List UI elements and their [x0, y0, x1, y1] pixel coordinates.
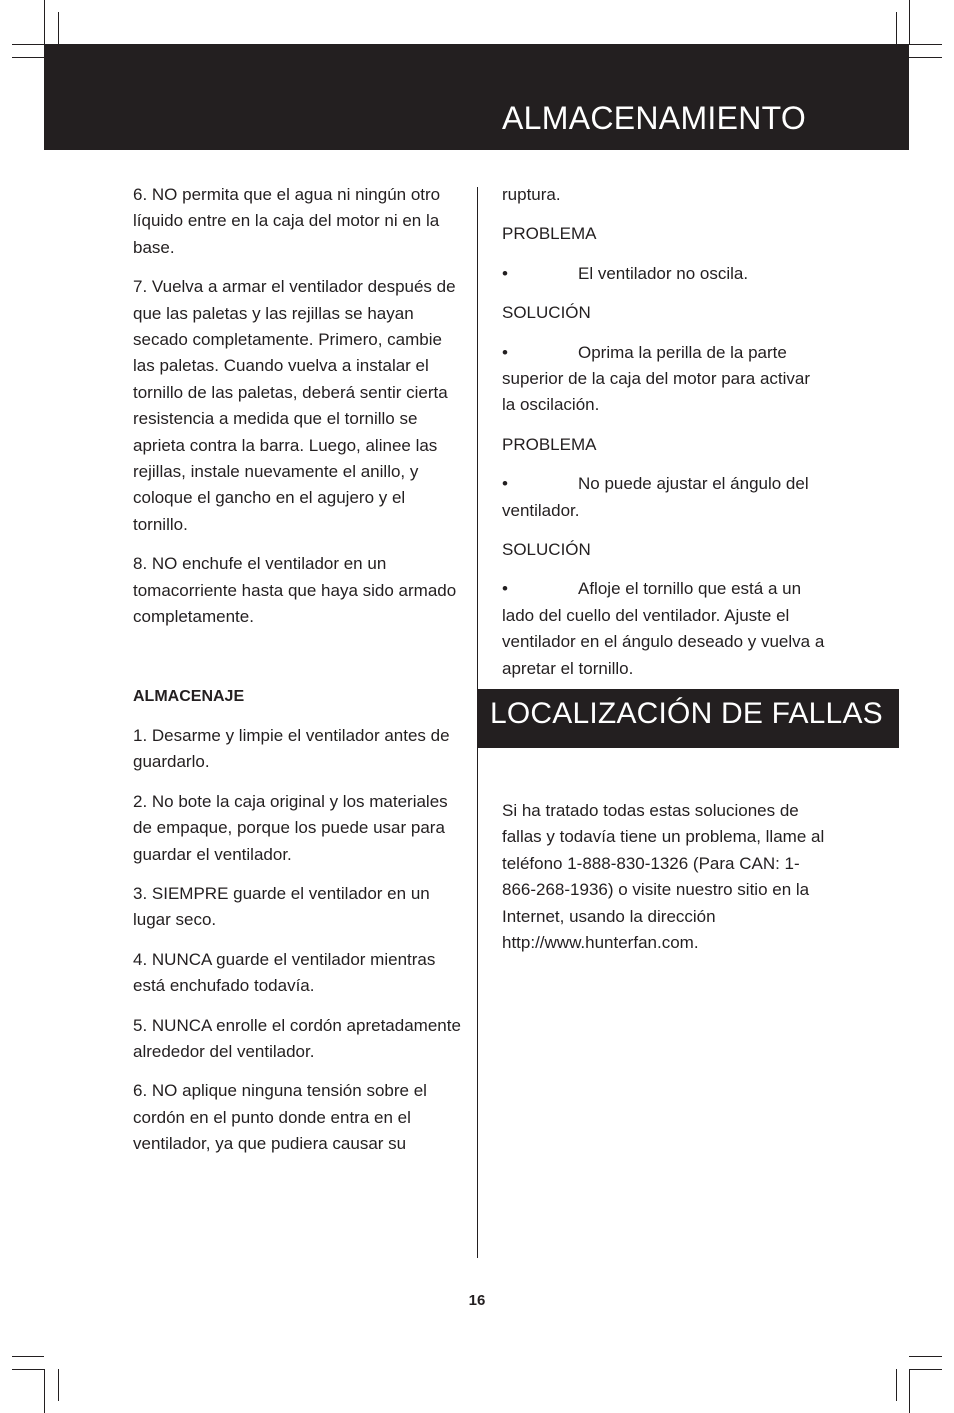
bullet: •: [502, 263, 508, 283]
crop-mark: [909, 44, 942, 45]
crop-mark: [12, 44, 44, 45]
crop-mark: [44, 1369, 45, 1413]
section-title: ALMACENAMIENTO: [502, 100, 807, 136]
crop-mark: [44, 0, 45, 44]
crop-mark: [896, 12, 897, 44]
spacer: [133, 644, 463, 684]
solution-text: Oprima la perilla de la parte superior de la caja del motor para activar la oscilación.: [502, 342, 811, 415]
instruction-paragraph: 7. Vuelva a armar el ventilador después de que las paletas y las rejillas se hayan secado completamente. Primero, cambie las paletas. Cuando vuelva a instalar el tornillo de las paletas, deberá sentir cierta resistencia a medida que el tornillo se aprieta contra la barra. Luego, alinee las rejillas, instale nuevamente el anillo, y coloque el gancho en el agujero y el tornillo.: [133, 277, 456, 534]
crop-mark: [58, 1369, 59, 1401]
contact-paragraph: Si ha tratado todas estas soluciones de fallas y todavía tiene un problema, llame al teléfono 1-888-830-1326 (Para CAN: 1-866-268-1936) o visite nuestro sitio en la Internet, usando la dirección http://www.hunterfan.com.: [502, 801, 825, 953]
storage-item: 1. Desarme y limpie el ventilador antes de guardarlo.: [133, 725, 450, 772]
right-column: [502, 182, 827, 695]
crop-mark: [58, 12, 59, 44]
problem-label: PROBLEMA: [502, 434, 597, 454]
storage-item: 3. SIEMPRE guarde el ventilador en un lugar seco.: [133, 883, 430, 930]
instruction-paragraph: 6. NO permita que el agua ni ningún otro líquido entre en la caja del motor ni en la base.: [133, 185, 441, 257]
crop-mark: [909, 1369, 910, 1413]
bullet: •: [502, 342, 508, 362]
crop-mark: [909, 57, 942, 58]
bullet: •: [502, 474, 508, 494]
problem-text: El ventilador no oscila.: [578, 263, 749, 283]
solution-label: SOLUCIÓN: [502, 303, 591, 323]
troubleshooting-title: LOCALIZACIÓN DE FALLAS: [490, 697, 883, 730]
crop-mark: [909, 0, 910, 44]
problem-item: [502, 471, 827, 524]
solution-item: [502, 576, 827, 682]
solution-item: [502, 340, 827, 419]
solution-text: Afloje el tornillo que está a un lado del cuello del ventilador. Ajuste el ventilador en el ángulo deseado y vuelva a apretar el tornillo.: [502, 579, 825, 678]
crop-mark: [12, 57, 44, 58]
crop-mark: [12, 1356, 44, 1357]
storage-heading: ALMACENAJE: [133, 687, 245, 705]
problem-label: PROBLEMA: [502, 224, 597, 244]
crop-mark: [12, 1369, 44, 1370]
crop-mark: [909, 1369, 942, 1370]
storage-item: 2. No bote la caja original y los materiales de empaque, porque los puede usar para guardar el ventilador.: [133, 791, 448, 864]
solution-label: SOLUCIÓN: [502, 540, 591, 560]
storage-item: 5. NUNCA enrolle el cordón apretadamente alrededor del ventilador.: [133, 1015, 461, 1061]
continuation-text: ruptura.: [502, 185, 561, 204]
bullet: •: [502, 579, 508, 599]
storage-item: 6. NO aplique ninguna tensión sobre el cordón en el punto donde entra en el ventilador, ya que pudiera causar su: [133, 1081, 427, 1154]
instruction-paragraph: 8. NO enchufe el ventilador en un tomacorriente hasta que haya sido armado completamente.: [133, 554, 457, 627]
problem-item: [502, 261, 827, 287]
page-number: 16: [468, 1292, 486, 1309]
storage-item: 4. NUNCA guarde el ventilador mientras está enchufado todavía.: [133, 949, 436, 996]
crop-mark: [909, 1356, 942, 1357]
crop-mark: [896, 1369, 897, 1401]
left-column: [133, 182, 463, 1171]
problem-text: No puede ajustar el ángulo del ventilador.: [502, 474, 809, 520]
